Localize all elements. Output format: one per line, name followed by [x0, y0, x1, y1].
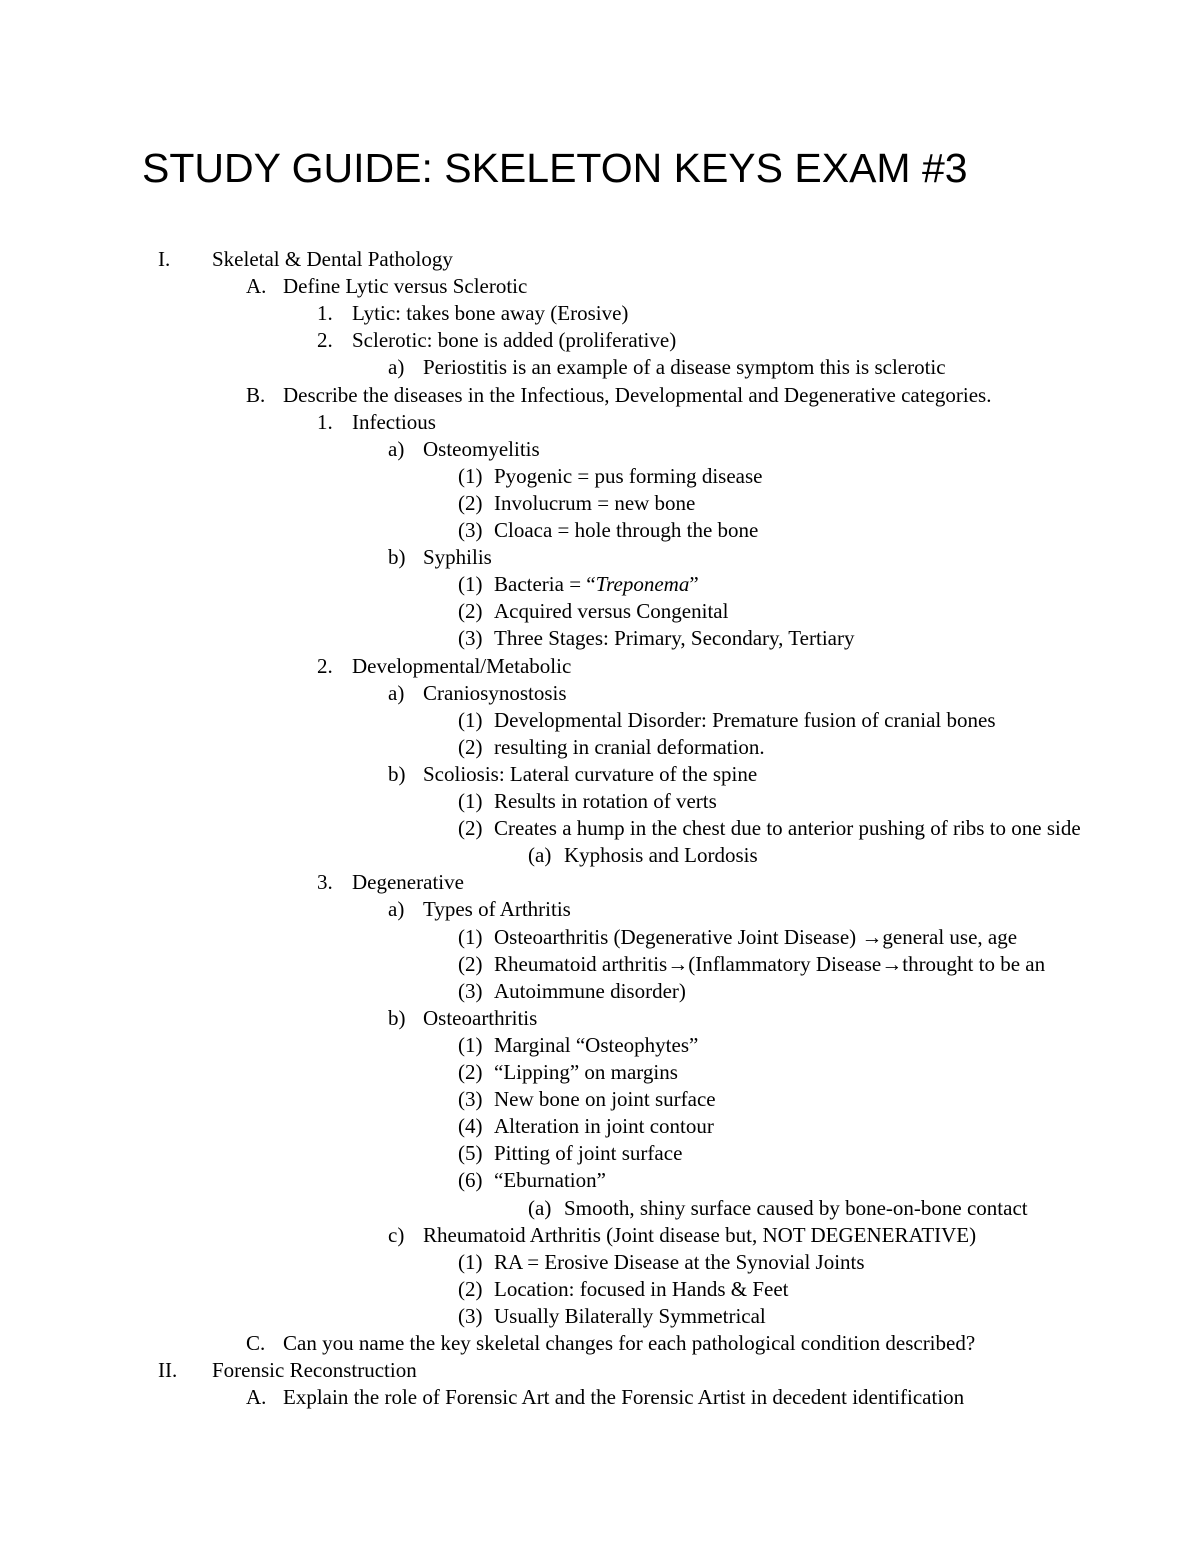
outline-text: [494, 815, 1081, 842]
outline-item: [0, 1222, 1200, 1249]
outline-marker: (4): [458, 1114, 483, 1139]
outline-item: [0, 924, 1200, 951]
outline-item: [0, 544, 1200, 571]
outline-item: [0, 1384, 1200, 1411]
outline-marker: B.: [246, 382, 266, 407]
outline-text: [423, 1222, 976, 1249]
outline-item: [0, 1113, 1200, 1140]
outline-text-main: Define Lytic versus Sclerotic: [283, 274, 528, 299]
outline-text-main: Osteomyelitis: [423, 436, 540, 461]
outline-text: [283, 1330, 975, 1357]
outline-marker: (1): [458, 707, 483, 732]
outline-text: [494, 1303, 766, 1330]
outline-marker: I.: [158, 247, 171, 271]
outline-marker: (3): [458, 978, 483, 1003]
outline-marker: (1): [458, 1032, 483, 1057]
outline-marker: 2.: [317, 653, 333, 678]
outline-text-main: Infectious: [352, 409, 436, 434]
outline-marker: (2): [458, 490, 483, 515]
outline-text: [494, 1249, 865, 1276]
outline-text-main: Degenerative: [352, 870, 464, 895]
outline-text-main: Describe the diseases in the Infectious, Developmental and Degenerative categories.: [283, 382, 992, 407]
outline-marker: b): [388, 1005, 406, 1030]
outline-text: [494, 1140, 682, 1167]
outline-text: [494, 951, 1045, 978]
outline-text: [494, 978, 686, 1005]
outline-text: [352, 327, 676, 354]
outline-marker: (2): [458, 734, 483, 759]
outline-marker: 3.: [317, 870, 333, 895]
outline-item: [0, 463, 1200, 490]
outline-text-main: Pitting of joint surface: [494, 1141, 683, 1166]
outline-marker: C.: [246, 1331, 266, 1355]
outline-text-main: Marginal “Osteophytes”: [494, 1032, 699, 1057]
outline-item: [0, 571, 1200, 598]
outline-marker: a): [388, 355, 405, 380]
outline-text: [352, 653, 571, 680]
outline-text: [494, 1086, 716, 1113]
outline-text-main: Involucrum = new bone: [494, 490, 696, 515]
outline-item: [0, 1195, 1200, 1222]
outline-marker: a): [388, 897, 405, 922]
outline-text-main: Rheumatoid Arthritis (Joint disease but, NOT DEGENERATIVE): [423, 1222, 977, 1247]
outline-item: [0, 788, 1200, 815]
outline-item: [0, 680, 1200, 707]
outline-item: [0, 327, 1200, 354]
outline-text-main: Skeletal & Dental Pathology: [212, 247, 453, 271]
outline-text-main: Scoliosis: Lateral curvature of the spine: [423, 761, 758, 786]
outline-text: [494, 924, 1017, 951]
outline-item: [0, 625, 1200, 652]
outline-text: [564, 842, 758, 869]
outline-text: [423, 1005, 537, 1032]
outline-item: [0, 1032, 1200, 1059]
outline-marker: (3): [458, 1303, 483, 1328]
outline-item: [0, 1357, 1200, 1384]
outline-item: [0, 300, 1200, 327]
outline-text-main: Types of Arthritis: [423, 897, 571, 922]
outline-marker: (5): [458, 1141, 483, 1166]
outline-item: [0, 1059, 1200, 1086]
outline-marker: 1.: [317, 301, 333, 326]
outline-item: [0, 734, 1200, 761]
outline-text: [283, 382, 991, 409]
outline-marker: (2): [458, 951, 483, 976]
outline-marker: (2): [458, 599, 483, 624]
outline-marker: 2.: [317, 328, 333, 353]
outline-text-main: Developmental/Metabolic: [352, 653, 572, 678]
outline-item: [0, 896, 1200, 923]
outline-text: [494, 734, 765, 761]
outline-text: [494, 788, 717, 815]
outline-text-main: Craniosynostosis: [423, 680, 567, 705]
outline-marker: (6): [458, 1168, 483, 1193]
outline-text-main: Cloaca = hole through the bone: [494, 518, 759, 542]
outline-text-main: Forensic Reconstruction: [212, 1358, 417, 1383]
outline-text: [352, 869, 464, 896]
outline-marker: (1): [458, 572, 483, 597]
outline-item: [0, 598, 1200, 625]
outline-text-main: Location: focused in Hands & Feet: [494, 1276, 789, 1301]
outline-text: [423, 896, 571, 923]
outline-item: [0, 382, 1200, 409]
outline-text-main: Alteration in joint contour: [494, 1114, 714, 1139]
outline-text-main: Kyphosis and Lordosis: [564, 843, 758, 868]
outline-marker: c): [388, 1222, 405, 1247]
outline-text: [494, 517, 758, 544]
outline-text-main: Developmental Disorder: Premature fusion of cranial bones: [494, 707, 996, 732]
outline-item: [0, 815, 1200, 842]
outline-text: [283, 273, 527, 300]
outline-text: [494, 463, 762, 490]
outline-text-main: Osteoarthritis: [423, 1005, 538, 1030]
outline-text: [494, 598, 728, 625]
outline-text-main: Three Stages: Primary, Secondary, Tertiary: [494, 626, 855, 651]
outline-text-main: “Eburnation”: [494, 1168, 606, 1193]
outline-marker: (1): [458, 789, 483, 813]
outline-text: [212, 1357, 417, 1384]
outline-text-main: Explain the role of Forensic Art and the Forensic Artist in decedent identification: [283, 1385, 965, 1410]
outline-text: [494, 1113, 714, 1140]
outline-text-italic: Treponema: [595, 572, 690, 597]
outline-marker: b): [388, 761, 406, 786]
outline-item: [0, 246, 1200, 273]
outline-text: [494, 707, 996, 734]
outline-marker: a): [388, 680, 405, 705]
outline-item: [0, 1005, 1200, 1032]
outline-item: [0, 951, 1200, 978]
outline-text-main: New bone on joint surface: [494, 1087, 716, 1112]
outline-marker: (1): [458, 463, 483, 488]
outline-text-main: Rheumatoid arthritis→(Inflammatory Disease→throught to be an: [494, 951, 1046, 976]
outline-marker: b): [388, 545, 406, 570]
outline-text: [494, 490, 695, 517]
outline-item: [0, 978, 1200, 1005]
outline-text: [494, 625, 854, 652]
outline-item: [0, 1086, 1200, 1113]
outline-item: [0, 354, 1200, 381]
outline-text: [494, 1167, 606, 1194]
outline-item: [0, 490, 1200, 517]
outline-text-main: Pyogenic = pus forming disease: [494, 463, 763, 488]
outline-text-after: ”: [689, 572, 699, 597]
outline-item: [0, 1276, 1200, 1303]
outline-text: [352, 300, 628, 327]
outline-item: [0, 273, 1200, 300]
outline-text-main: Acquired versus Congenital: [494, 599, 729, 624]
outline-text-main: Sclerotic: bone is added (proliferative): [352, 328, 677, 353]
outline-text-main: RA = Erosive Disease at the Synovial Joints: [494, 1249, 865, 1274]
outline-item: [0, 1140, 1200, 1167]
outline-marker: (a): [528, 1195, 552, 1220]
outline-text: [423, 436, 540, 463]
outline-text: [564, 1195, 1028, 1222]
outline-text-main: Autoimmune disorder): [494, 978, 686, 1003]
outline-text-main: “Lipping” on margins: [494, 1060, 678, 1084]
outline-item: [0, 842, 1200, 869]
outline-marker: A.: [246, 274, 267, 299]
outline-marker: A.: [246, 1385, 267, 1410]
outline-text-main: resulting in cranial deformation.: [494, 734, 765, 759]
outline-text: [423, 761, 757, 788]
outline-text-main: Periostitis is an example of a disease symptom this is sclerotic: [423, 355, 946, 380]
outline-marker: (2): [458, 1060, 483, 1084]
outline-item: [0, 707, 1200, 734]
outline-text: [423, 680, 567, 707]
outline-marker: (2): [458, 1276, 483, 1301]
outline-text: [494, 1276, 789, 1303]
outline-marker: (2): [458, 816, 483, 841]
outline-text-main: Osteoarthritis (Degenerative Joint Disease) →general use, age: [494, 924, 1018, 949]
outline-text-main: Lytic: takes bone away (Erosive): [352, 301, 629, 326]
outline-item: [0, 761, 1200, 788]
outline-text-main: Syphilis: [423, 545, 492, 570]
outline-marker: (3): [458, 1087, 483, 1112]
outline-text-main: Can you name the key skeletal changes for each pathological condition described?: [283, 1331, 976, 1355]
outline-marker: II.: [158, 1358, 178, 1383]
outline-item: [0, 1167, 1200, 1194]
outline-text: [212, 246, 453, 273]
outline-text-main: Creates a hump in the chest due to anterior pushing of ribs to one side: [494, 816, 1081, 841]
outline-item: [0, 869, 1200, 896]
outline-text: [423, 544, 492, 571]
outline-marker: (3): [458, 518, 483, 542]
outline-marker: (1): [458, 924, 483, 949]
outline-item: [0, 517, 1200, 544]
outline-item: [0, 1249, 1200, 1276]
outline-text-main: Results in rotation of verts: [494, 789, 717, 813]
page-title: STUDY GUIDE: SKELETON KEYS EXAM #3: [142, 145, 968, 191]
outline-item: [0, 653, 1200, 680]
outline-text: [352, 409, 436, 436]
outline-text: [494, 571, 699, 598]
outline-item: [0, 409, 1200, 436]
outline-marker: 1.: [317, 409, 333, 434]
outline-item: [0, 1330, 1200, 1357]
outline-text: [423, 354, 946, 381]
outline-text-main: Usually Bilaterally Symmetrical: [494, 1303, 766, 1328]
outline-text: [494, 1032, 698, 1059]
outline-marker: (1): [458, 1249, 483, 1274]
outline-item: [0, 1303, 1200, 1330]
outline-marker: a): [388, 436, 405, 461]
outline-item: [0, 436, 1200, 463]
outline-text: [494, 1059, 678, 1086]
outline-text-main: Bacteria = “: [494, 572, 596, 597]
outline-text-main: Smooth, shiny surface caused by bone-on-bone contact: [564, 1195, 1028, 1220]
outline-text: [283, 1384, 964, 1411]
outline-marker: (3): [458, 626, 483, 651]
outline-marker: (a): [528, 843, 552, 868]
